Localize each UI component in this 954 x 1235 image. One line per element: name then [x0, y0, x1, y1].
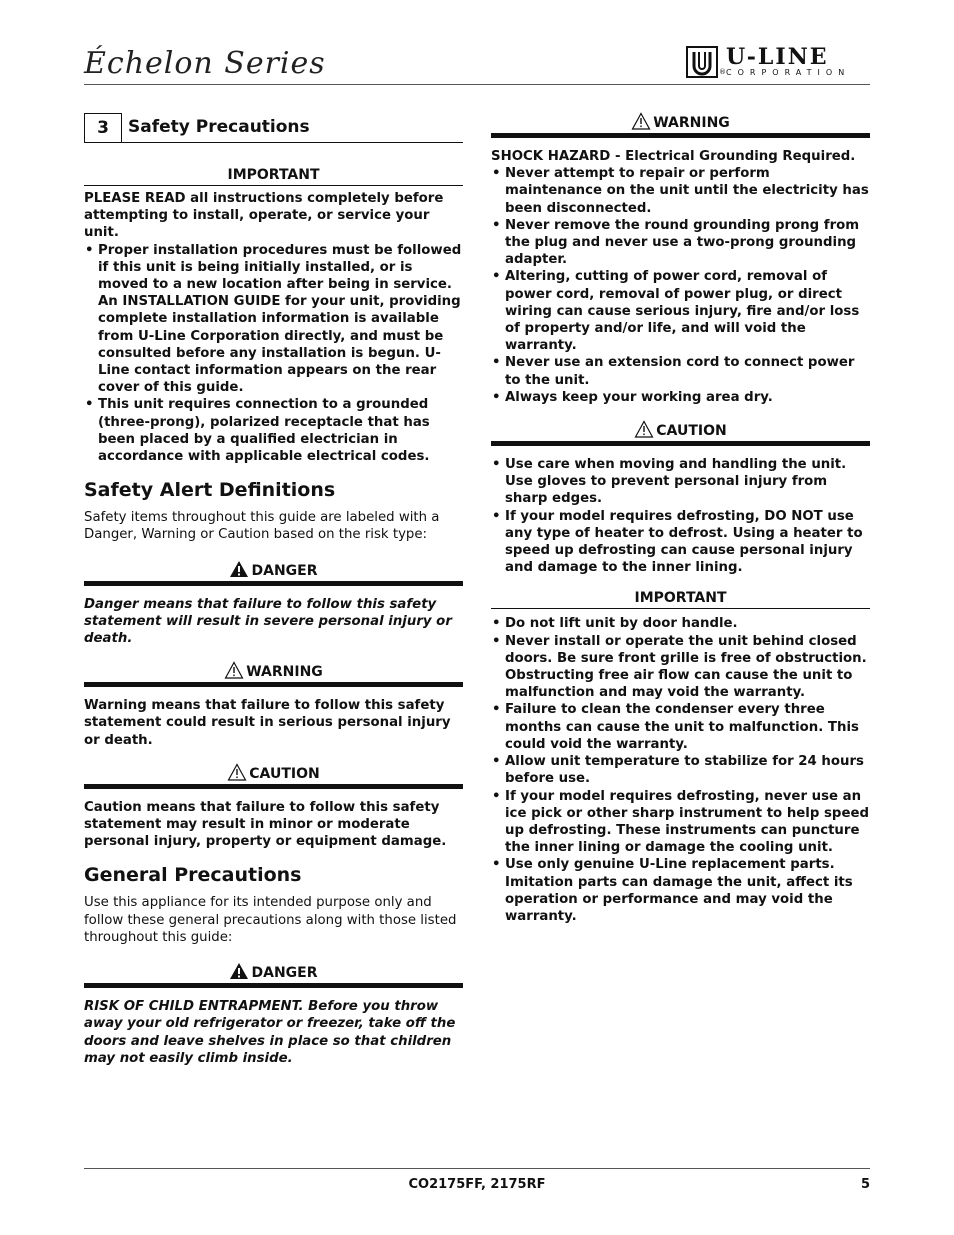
child-entrapment-text: RISK OF CHILD ENTRAPMENT. Before you throw away your old refrigerator or freezer, take off the doors and leave shelves in place so that children may not easily climb inside.: [84, 999, 456, 1066]
general-intro: Use this appliance for its intended purpose only and follow these general precautions along with those listed throughout this guide:: [84, 895, 457, 945]
list-item: • Always keep your working area dry.: [491, 389, 870, 406]
list-item: • Use only genuine U-Line replacement parts. Imitation parts can damage the unit, affect its operation or performance and may void the warranty.: [491, 856, 870, 925]
caution-list: [491, 456, 870, 576]
warning-definition: Warning means that failure to follow this safety statement could result in serious personal injury or death.: [84, 698, 451, 748]
caution-label-text: CAUTION: [249, 765, 320, 782]
list-item: • Use care when moving and handling the unit. Use gloves to prevent personal injury from sharp edges.: [491, 456, 870, 508]
alert-definitions-heading: Safety Alert Definitions: [84, 479, 336, 502]
general-precautions-heading: General Precautions: [84, 864, 302, 887]
brand-name: U-LINE: [726, 44, 829, 70]
important-label: [84, 167, 463, 186]
danger-definition: Danger means that failure to follow this safety statement will result in severe personal injury or death.: [84, 596, 452, 647]
section-title: Safety Precautions: [128, 117, 310, 137]
list-item: • Never install or operate the unit behind closed doors. Be sure front grille is free of obstruction. Obstructing free air flow can cause the unit to malfunction and may void the warranty.: [491, 633, 870, 702]
important-intro: PLEASE READ all instructions completely before attempting to install, operate, or service your unit.: [84, 191, 444, 241]
alert-intro: Safety items throughout this guide are labeled with a Danger, Warning or Caution based on the risk type:: [84, 510, 440, 543]
danger-alert-icon: [229, 560, 249, 578]
list-item: • Never attempt to repair or perform maintenance on the unit until the electricity has been disconnected.: [491, 165, 870, 217]
warning-label: [491, 112, 870, 138]
list-item: • Altering, cutting of power cord, removal of power cord, removal of power plug, or direct wiring can cause serious injury, fire and/or loss of property and/or life, and will void the warranty.: [491, 268, 870, 354]
list-item: • If your model requires defrosting, never use an ice pick or other sharp instrument to help speed up defrosting. These instruments can puncture the inner lining or damage the cooling unit.: [491, 788, 870, 857]
model-numbers: CO2175FF, 2175RF: [408, 1177, 546, 1192]
caution-definition: Caution means that failure to follow this safety statement may result in minor or moderate personal injury, property or equipment damage.: [84, 799, 447, 850]
brand-logo: [686, 44, 870, 80]
right-column: [491, 112, 870, 925]
danger-alert-icon: [229, 962, 249, 980]
caution-label-text: CAUTION: [656, 423, 727, 440]
list-item: • This unit requires connection to a grounded (three-prong), polarized receptacle that has been placed by a qualified electrician in accordance with applicable electrical codes.: [84, 396, 463, 465]
registered-mark: ®: [719, 68, 726, 76]
important-list: [84, 242, 463, 466]
caution-alert-icon: [227, 763, 247, 781]
warning-label-text: WARNING: [653, 115, 730, 131]
caution-alert-icon: [634, 420, 654, 438]
important-list: [491, 615, 870, 925]
page-footer: [84, 1168, 870, 1192]
danger-label-text: DANGER: [251, 562, 318, 579]
page-number: 5: [860, 1177, 870, 1192]
list-item: • If your model requires defrosting, DO NOT use any type of heater to defrost. Using a heater to speed up defrosting can cause personal injury and damage to the inner lining.: [491, 508, 870, 577]
series-title: Échelon Series: [84, 46, 326, 81]
caution-label: [84, 763, 463, 789]
section-heading: [84, 112, 463, 143]
u-line-logo-icon: [686, 46, 718, 78]
warning-label-text: WARNING: [246, 664, 323, 681]
left-column: [84, 112, 463, 1067]
section-number: 3: [84, 113, 122, 142]
shock-hazard-intro: SHOCK HAZARD - Electrical Grounding Required.: [491, 149, 856, 164]
list-item: • Do not lift unit by door handle.: [491, 615, 870, 632]
warning-label: [84, 661, 463, 687]
important-label-text: IMPORTANT: [634, 590, 727, 607]
warning-alert-icon: [224, 661, 244, 679]
danger-label: [84, 560, 463, 586]
warning-alert-icon: [631, 112, 651, 130]
list-item: • Never remove the round grounding prong from the plug and never use a two-prong grounding adapter.: [491, 217, 870, 269]
danger-label-text: DANGER: [251, 965, 318, 982]
danger-label: [84, 962, 463, 988]
caution-label: [491, 420, 870, 446]
important-label-text: IMPORTANT: [227, 167, 320, 183]
list-item: • Never use an extension cord to connect power to the unit.: [491, 354, 870, 388]
important-label: [491, 590, 870, 609]
brand-subtitle: CORPORATION: [726, 68, 851, 77]
list-item: • Allow unit temperature to stabilize for 24 hours before use.: [491, 753, 870, 787]
page-header: [84, 40, 870, 85]
list-item: • Proper installation procedures must be followed if this unit is being initially installed, or is moved to a new location after being in service. An INSTALLATION GUIDE for your unit, providing complete installation information is available from U-Line Corporation directly, and must be consulted before any installation is begun. U-Line contact information appears on the rear cover of this guide.: [84, 242, 463, 397]
warning-list: [491, 165, 870, 406]
list-item: • Failure to clean the condenser every three months can cause the unit to malfunction. This could void the warranty.: [491, 701, 870, 753]
